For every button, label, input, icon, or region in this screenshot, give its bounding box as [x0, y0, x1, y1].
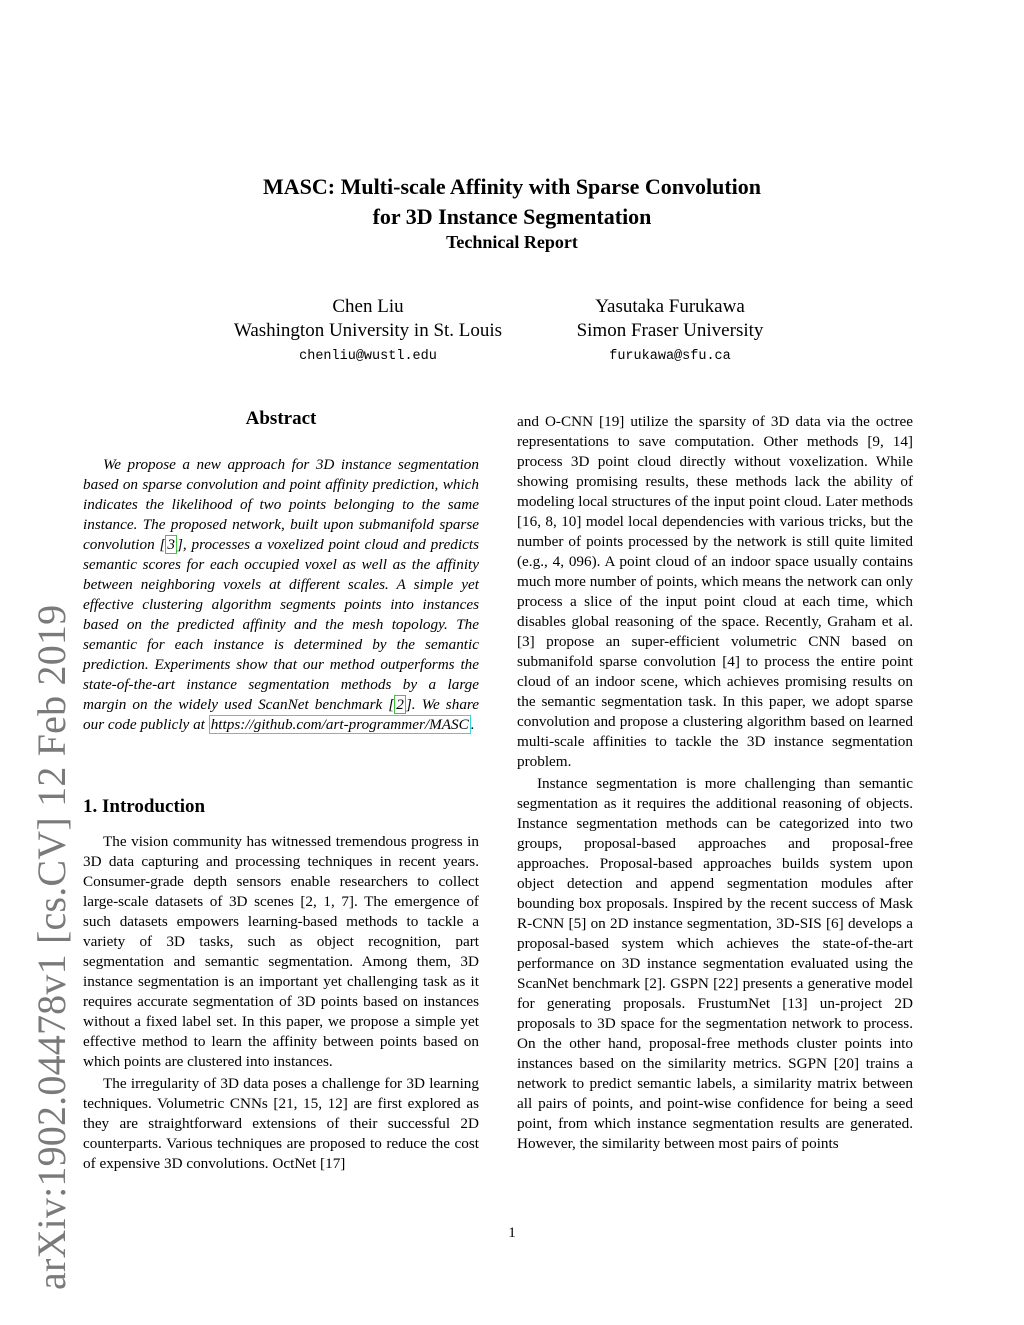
author-block-2	[560, 295, 780, 369]
arxiv-watermark: arXiv:1902.04478v1 [cs.CV] 12 Feb 2019	[29, 604, 74, 1290]
abstract-body	[83, 455, 479, 737]
abstract-text-2: ], processes a voxelized point cloud and predicts semantic scores for each occupied voxel as well as the affinity between neighboring voxels at different scales. A simple yet effective clustering algorithm segments points into instances based on the predicted affinity and the mesh topology. The semantic for each instance is determined by the semantic prediction. Experiments show that our method outperforms the state-of-the-art instance segmentation methods by a large margin on the widely used ScanNet benchmark [	[83, 536, 479, 713]
intro-paragraph-2: The irregularity of 3D data poses a challenge for 3D learning techniques. Volumetric CNNs [21, 15, 12] are first explored as they are straightforward extensions of their successful 2D counterparts. Various techniques are proposed to reduce the cost of expensive 3D convolutions. OctNet [17]	[83, 1075, 479, 1172]
intro-paragraph-1: The vision community has witnessed tremendous progress in 3D data capturing and processing techniques in recent years. Consumer-grade depth sensors enable researchers to collect large-scale datasets of 3D scenes [2, 1, 7]. The emergence of such datasets empowers learning-based methods to tackle a variety of 3D tasks, such as object recognition, part segmentation and semantic segmentation. Among them, 3D instance segmentation is an important yet challenging task as it requires accurate segmentation of 3D points based on instances without a fixed label set. In this paper, we propose a simple yet effective method to learn the affinity between points based on which points are clustered into instances.	[83, 833, 479, 1070]
author-block-1	[218, 295, 518, 369]
author-name: Yasutaka Furukawa	[595, 296, 745, 317]
intro-right-column	[517, 412, 913, 1156]
author-affiliation: Washington University in St. Louis	[233, 320, 503, 341]
right-paragraph-1: and O-CNN [19] utilize the sparsity of 3D data via the octree representations to save computation. Other methods [9, 14] process 3D point cloud directly without voxelization. While showing promising results, these methods lack the ability of modeling local structures of the input point cloud. Later methods [16, 8, 10] model local dependencies with various tricks, but the number of points processed by the network is still quite limited (e.g., 4, 096). A point cloud of an indoor space usually contains much more number of points, which means the network can only process a slice of the input point cloud at each time, which disables global reasoning of the space. Recently, Graham et al. [3] propose an super-efficient volumetric CNN based on submanifold sparse convolution [4] to process the entire point cloud of an indoor scene, which achieves promising results on the semantic segmentation task. In this paper, we adopt sparse convolution and propose a clustering algorithm based on learned multi-scale affinities to tackle the 3D instance segmentation problem.	[517, 413, 913, 770]
title-line-2: for 3D Instance Segmentation	[372, 204, 652, 229]
code-url-link[interactable]: https://github.com/art-programmer/MASC	[210, 716, 469, 733]
page-number: 1	[508, 1225, 516, 1241]
abstract-text-4: .	[470, 716, 475, 733]
title-line-1: MASC: Multi-scale Affinity with Sparse Convolution	[262, 174, 762, 199]
author-affiliation: Simon Fraser University	[576, 320, 764, 341]
section-heading-introduction: 1. Introduction	[83, 796, 206, 817]
right-paragraph-2: Instance segmentation is more challenging than semantic segmentation as it requires the additional reasoning of objects. Instance segmentation methods can be categorized into two groups, proposal-based approaches and proposal-free approaches. Proposal-based approaches builds system upon object detection and append segmentation modules after bounding box proposals. Inspired by the recent success of Mask R-CNN [5] on 2D instance segmentation, 3D-SIS [6] develops a proposal-based system which achieves the state-of-the-art performance on 3D instance segmentation evaluated using the ScanNet benchmark [2]. GSPN [22] presents a generative model for generating proposals. FrustumNet [13] un-project 2D proposals to 3D space for the segmentation network to process. On the other hand, proposal-free methods cluster points into instances based on the similarity metrics. SGPN [20] trains a network to predict semantic labels, a similarity matrix between all pairs of points, and point-wise confidence for being a seed point, from which instance segmentation results are generated. However, the similarity between most pairs of points	[517, 775, 913, 1152]
intro-left-column	[83, 832, 479, 1176]
abstract-text-1: We propose a new approach for 3D instance segmentation based on sparse convolution and point affinity prediction, which indicates the likelihood of two points belonging to the same instance. The proposed network, built upon submanifold sparse convolution [	[83, 456, 479, 553]
citation-link[interactable]: 2	[396, 696, 404, 713]
author-email[interactable]: chenliu@wustl.edu	[299, 349, 437, 364]
author-email[interactable]: furukawa@sfu.ca	[609, 349, 731, 364]
author-name: Chen Liu	[332, 296, 404, 317]
abstract-heading: Abstract	[245, 408, 317, 429]
paper-subtitle: Technical Report	[446, 232, 578, 252]
abstract-text-3: ]. We share our code publicly at	[83, 696, 479, 733]
paper-title	[0, 172, 1024, 232]
citation-link[interactable]: 3	[167, 536, 176, 553]
